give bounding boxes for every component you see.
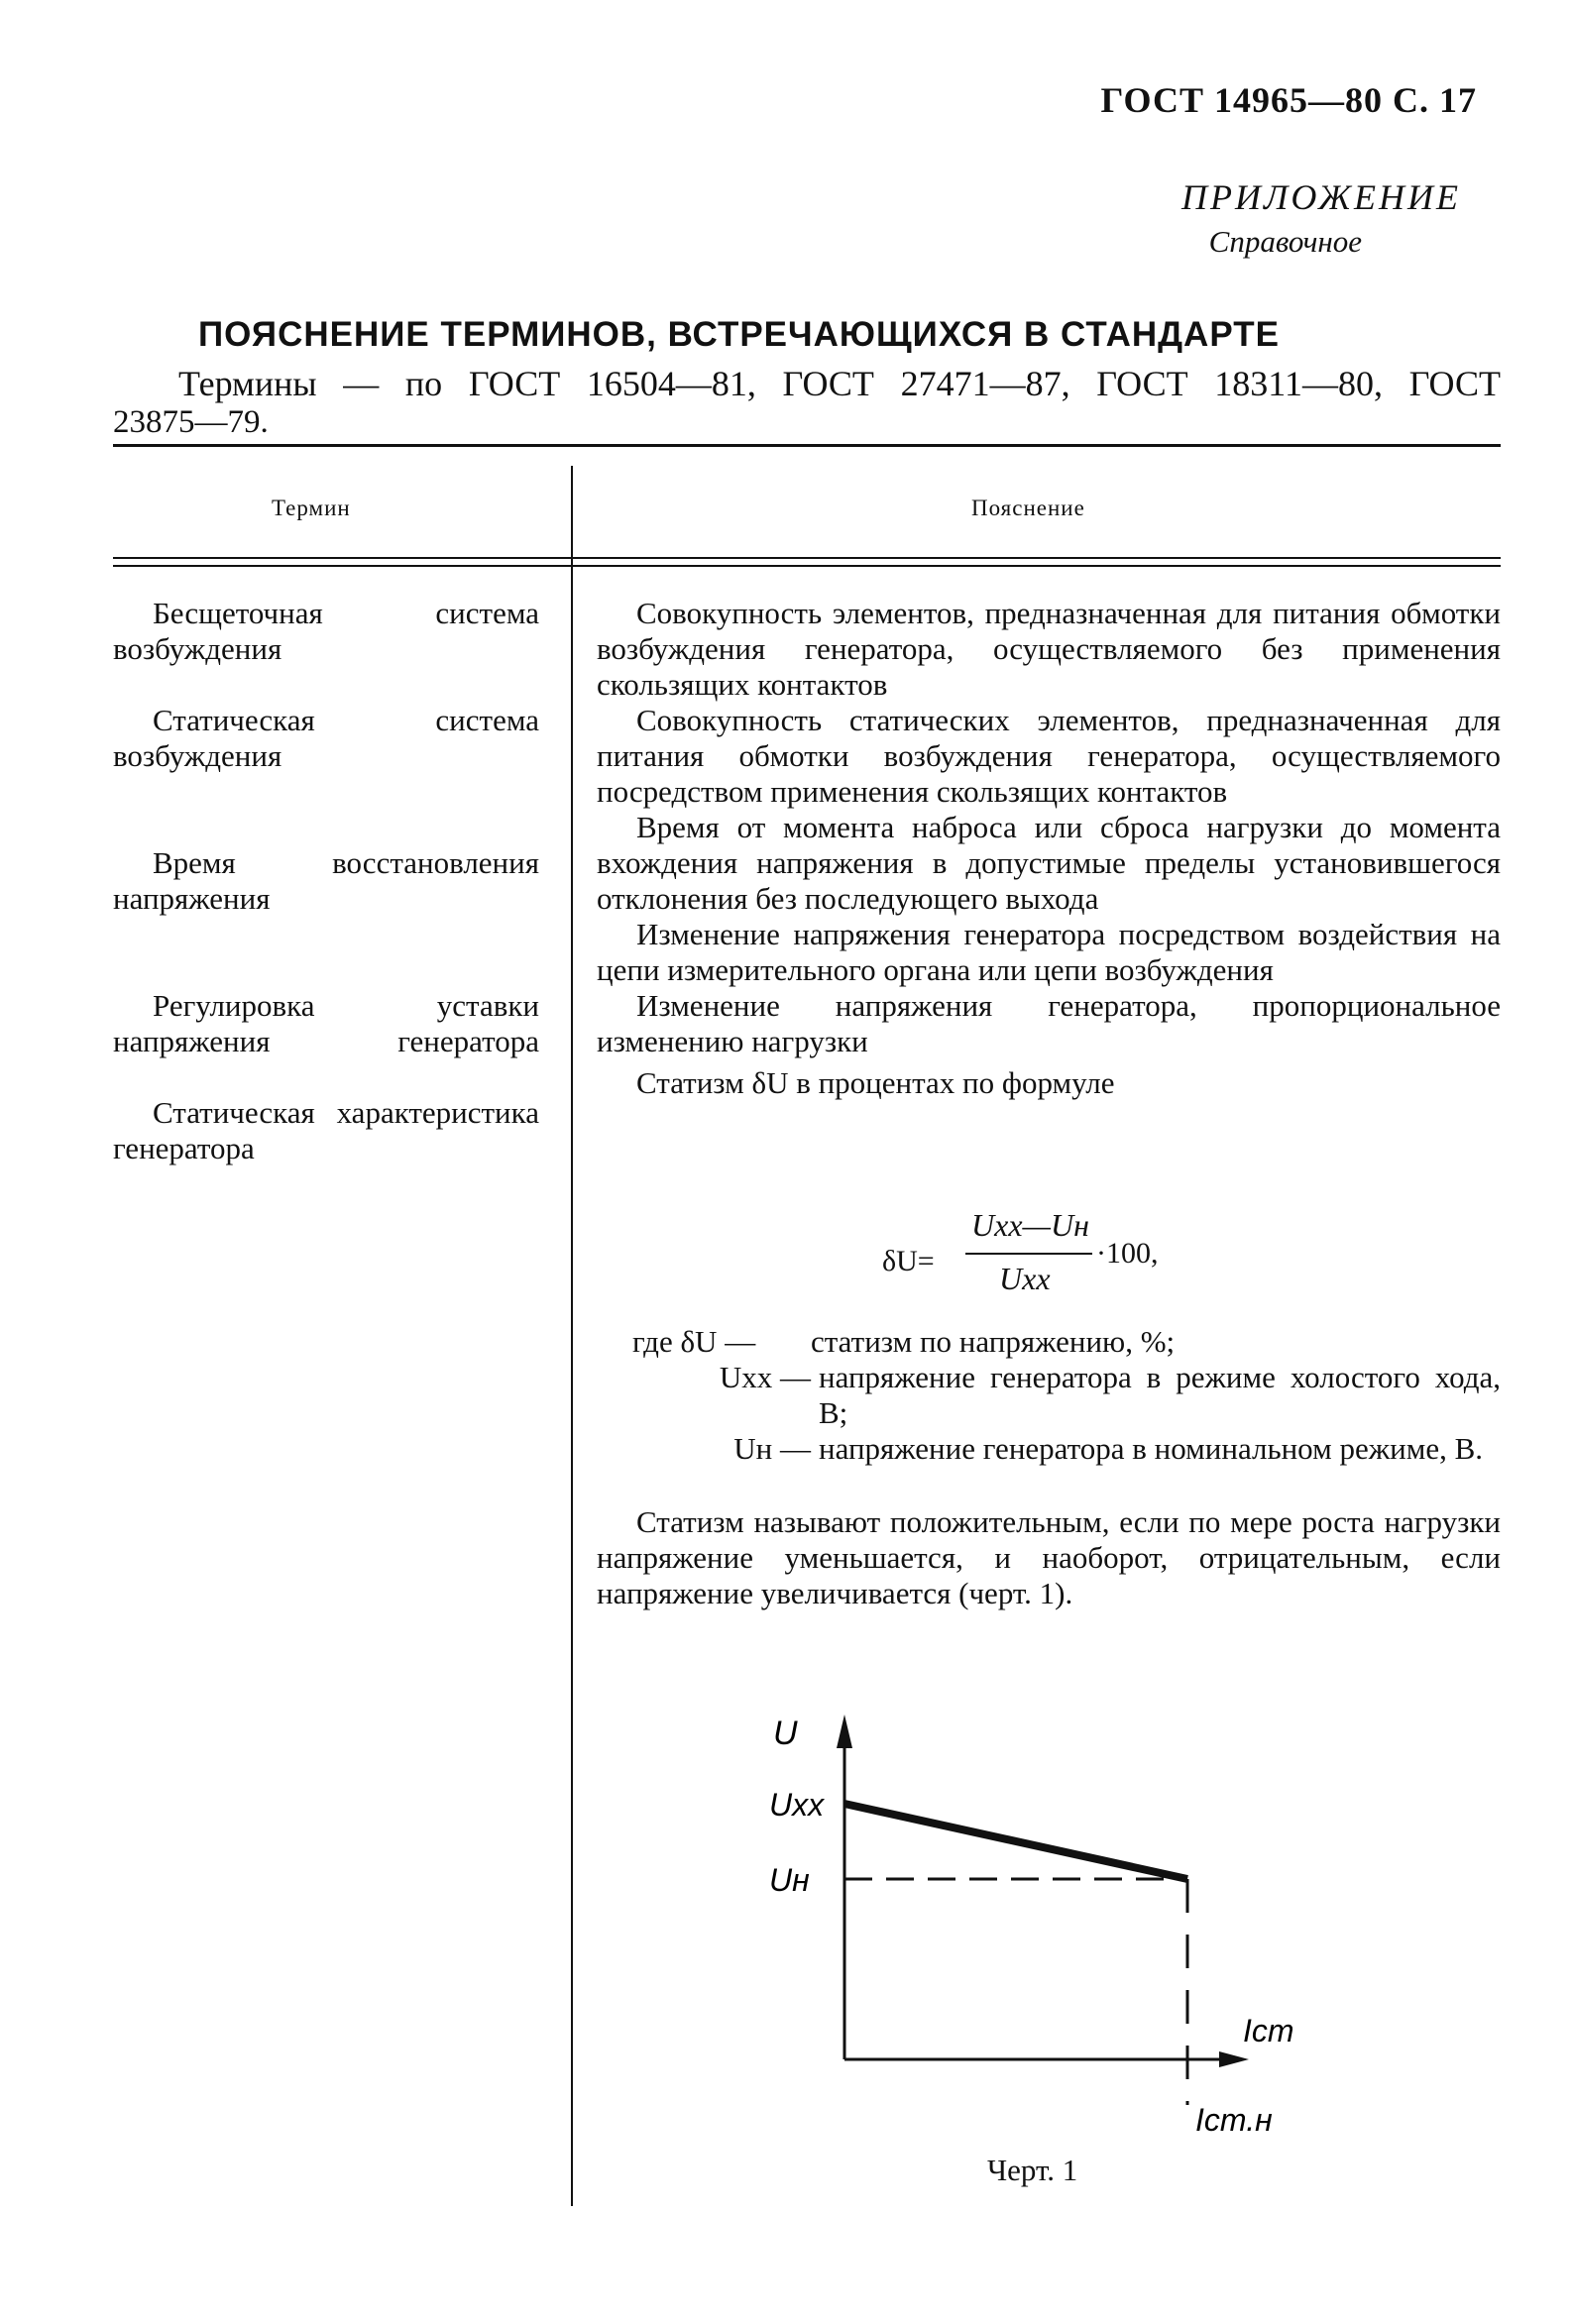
table-header-rule-1 — [113, 557, 1501, 559]
column-header-explanation: Пояснение — [971, 496, 1085, 520]
statism-note: Статизм называют положительным, если по мере роста нагрузки напряжение уменьшается, и наоборот, отрицательным, если напряжение увеличивается (черт. 1). — [597, 1504, 1501, 1610]
table-column-divider — [571, 466, 573, 2206]
formula-fraction-bar — [965, 1253, 1092, 1255]
formula-lhs: δU= — [882, 1245, 935, 1277]
explanation-text: Изменение напряжения генератора посредством воздействия на цепи измерительного органа или цепи возбуждения — [597, 917, 1501, 987]
term-text: Статическая система возбуждения — [113, 703, 539, 773]
term-cell — [113, 596, 539, 667]
term-text: Бесщеточная система возбуждения — [113, 596, 539, 666]
term-text: Регулировка уставки напряжения генератора — [113, 988, 539, 1058]
explanation-text: Совокупность элементов, предназначенная для питания обмотки возбуждения генератора, осуществляемого без применения скользящих контактов — [597, 596, 1501, 702]
legend-text: напряжение генератора в режиме холостого хода, В; — [819, 1360, 1501, 1430]
y-axis-label: U — [773, 1715, 798, 1752]
legend-text: статизм по напряжению, %; — [811, 1324, 1176, 1359]
terms-source-line-continued: 23875—79. — [113, 404, 269, 440]
term-cell — [113, 845, 539, 917]
term-text: Время восстановления напряжения — [113, 845, 539, 916]
term-text: Статическая характеристика генератора — [113, 1095, 539, 1165]
explanation-text: Изменение напряжения генератора, пропорциональное изменению нагрузки — [597, 988, 1501, 1058]
u-n-label: Uн — [769, 1862, 810, 1898]
statism-intro: Статизм δU в процентах по формуле — [636, 1065, 1115, 1100]
statism-note-block — [597, 1504, 1501, 1611]
terms-source-line: Термины — по ГОСТ 16504—81, ГОСТ 27471—87, ГОСТ 18311—80, ГОСТ — [178, 364, 1501, 403]
x-axis-label: Iст — [1243, 2013, 1294, 2048]
statism-chart — [753, 1705, 1308, 2141]
characteristic-line — [844, 1804, 1187, 1879]
document-reference: ГОСТ 14965—80 С. 17 — [1100, 80, 1477, 120]
x-axis-arrow — [1219, 2051, 1249, 2067]
table-header-rule-2 — [113, 565, 1501, 567]
x-nominal-label: Iст.н — [1195, 2102, 1273, 2138]
legend-text: напряжение генератора в номинальном режиме, В. — [819, 1431, 1484, 1466]
page-title: ПОЯСНЕНИЕ ТЕРМИНОВ, ВСТРЕЧАЮЩИХСЯ В СТАНДАРТЕ — [198, 315, 1280, 354]
legend-symbol: где δU — — [632, 1324, 756, 1359]
statism-formula — [882, 1207, 1239, 1316]
legend-symbol: Uхх — — [719, 1360, 811, 1394]
term-cell — [113, 988, 539, 1059]
term-cell — [113, 1095, 539, 1166]
y-axis-arrow — [837, 1715, 852, 1748]
term-cell — [113, 703, 539, 774]
chart-caption: Черт. 1 — [987, 2153, 1078, 2187]
explanation-text: Совокупность статических элементов, предназначенная для питания обмотки возбуждения генератора, осуществляемого посредством применения скользящих контактов — [597, 703, 1501, 809]
appendix-type: Справочное — [1208, 224, 1362, 259]
formula-numerator: Uхх—Uн — [971, 1207, 1089, 1243]
formula-denominator: Uхх — [999, 1261, 1051, 1296]
explanations-column — [597, 596, 1501, 1101]
legend-symbol: Uн — — [733, 1431, 811, 1466]
explanation-text: Время от момента наброса или сброса нагрузки до момента вхождения напряжения в допустимые пределы установившегося отклонения без последующего выхода — [597, 810, 1501, 916]
column-header-term: Термин — [272, 496, 351, 520]
table-top-rule — [113, 444, 1501, 447]
u-xx-label: Uxx — [769, 1787, 825, 1823]
formula-factor: ·100, — [1096, 1237, 1159, 1270]
appendix-title: ПРИЛОЖЕНИЕ — [1181, 177, 1461, 217]
